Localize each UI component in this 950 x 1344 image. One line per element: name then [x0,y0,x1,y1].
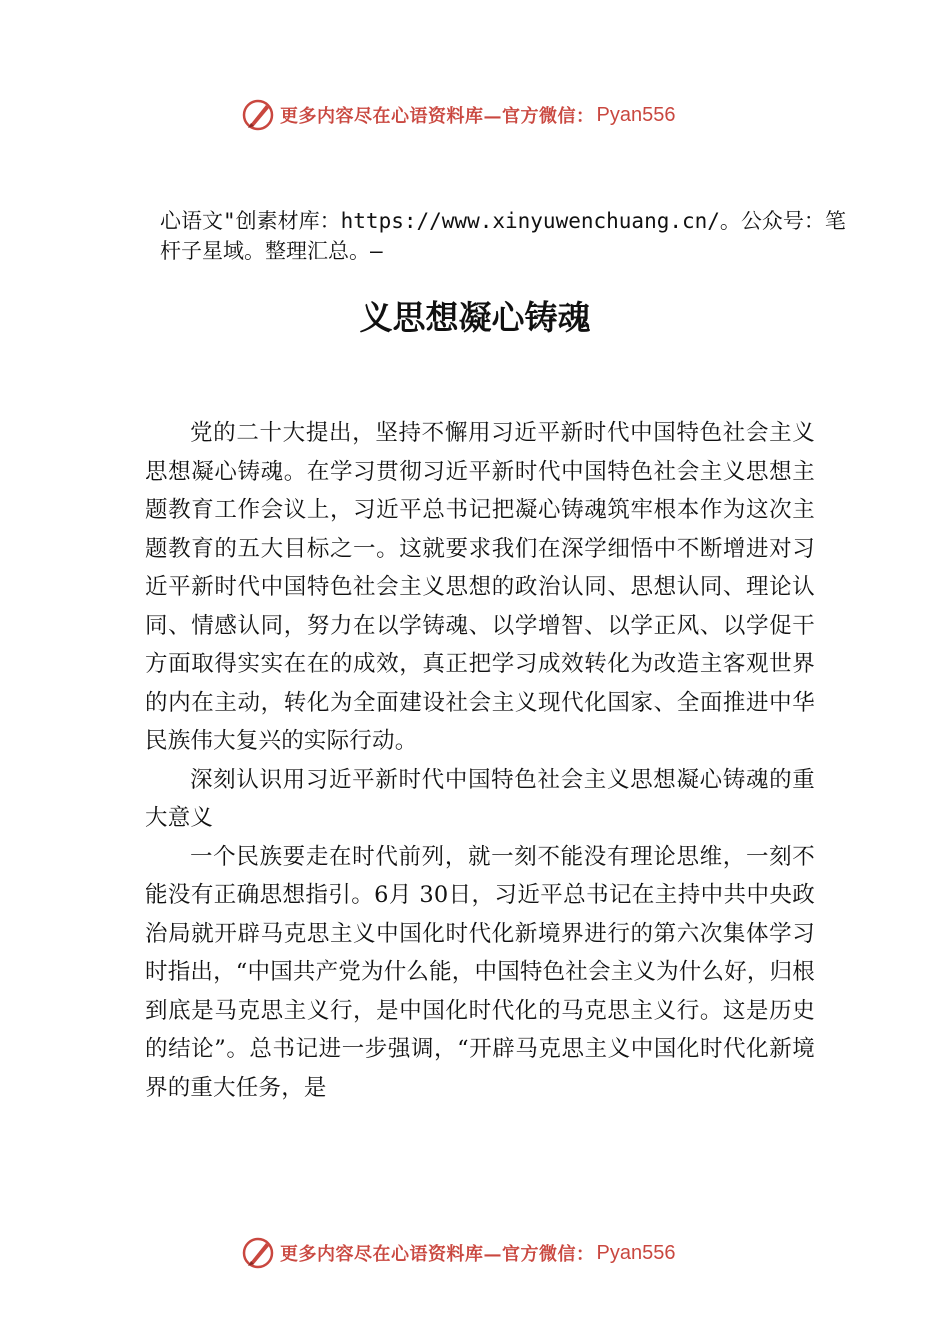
paragraph: 一个民族要走在时代前列，就一刻不能没有理论思维，一刻不能没有正确思想指引。6月 30日，习近平总书记在主持中共中央政治局就开辟马克思主义中国化时代化新境界进行的第六次集体学习时指出，“中国共产党为什么能，中国特色社会主义为什么好，归根到底是马克思主义行，是中国化时代化的马克思主义行。这是历史的结论”。总书记进一步强调，“开辟马克思主义中国化时代化新境界的重大任务，是 [145,843,816,1101]
paragraph: 党的二十大提出，坚持不懈用习近平新时代中国特色社会主义思想凝心铸魂。在学习贯彻习近平新时代中国特色社会主义思想主题教育工作会议上，习近平总书记把凝心铸魂筑牢根本作为这次主题教育的五大目标之一。这就要求我们在深学细悟中不断增进对习近平新时代中国特色社会主义思想的政治认同、思想认同、理论认同、情感认同，努力在以学铸魂、以学增智、以学正风、以学促干方面取得实实在在的成效，真正把学习成效转化为改造主客观世界的内在主动，转化为全面建设社会主义现代化国家、全面推进中华民族伟大复兴的实际行动。 [145,420,815,754]
section-heading: 深刻认识用习近平新时代中国特色社会主义思想凝心铸魂的重大意义 [145,766,815,831]
watermark-wechat-id: Pyan556 [596,1241,676,1264]
watermark-header [240,95,675,135]
watermark-wechat-id: Pyan556 [596,103,676,126]
pen-logo-icon [240,1235,276,1271]
watermark-text: 更多内容尽在心语资料库—官方微信： [280,1244,595,1265]
pen-logo-icon [240,97,276,133]
document-title: 义思想凝心铸魂 [359,298,591,337]
source-line: 心语文"创素材库：https://www.xinyuwenchuang.cn/。公众号：笔杆子星域。整理汇总。— [160,209,846,263]
watermark-footer [240,1233,675,1273]
watermark-text: 更多内容尽在心语资料库—官方微信： [280,106,595,127]
document-body [145,414,815,1107]
